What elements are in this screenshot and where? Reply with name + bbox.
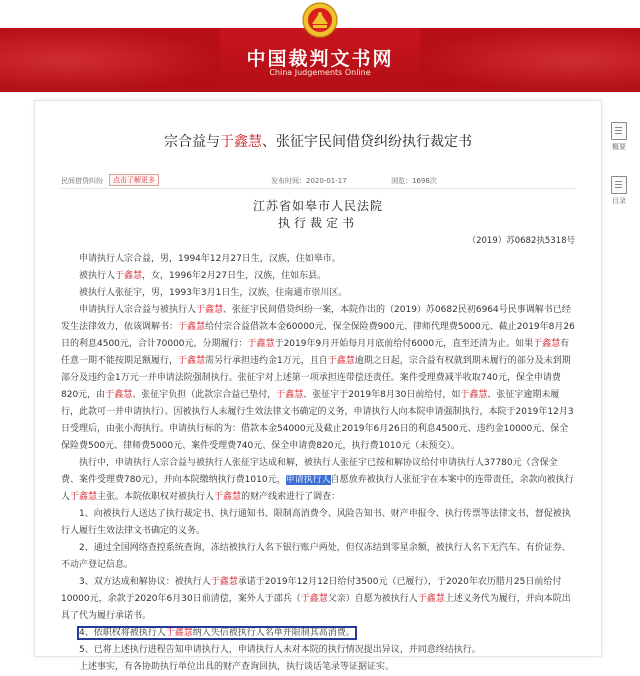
paragraph-text: 被执行人张征宇，男，1993年3月1日生，汉族，住南通市崇川区。 (79, 288, 348, 298)
site-banner (0, 0, 640, 92)
paragraph (61, 506, 575, 540)
publish-date: 发布时间：2020-01-17 (271, 177, 347, 185)
site-title: 中国裁判文书网 (246, 48, 394, 70)
case-number: （2019）苏0682执5318号 (467, 236, 575, 246)
summary-icon (611, 122, 627, 140)
summary-label: 概要 (612, 143, 626, 151)
paragraph-text: 给付宗合益借款本金60000元、保全保险费900元、律师代理费5000元、截止2019年8月26日的利息4500元，合计70000元，分期履行： (61, 322, 575, 349)
party-name-highlight: 于鑫慧 (105, 390, 133, 400)
paragraph (61, 251, 575, 268)
party-name-highlight: 于鑫慧 (417, 594, 445, 604)
title-suffix: 、张征宇民间借贷纠纷执行裁定书 (262, 134, 472, 150)
paragraph-text: 父亲）自愿为被执行人 (327, 594, 418, 604)
party-name-highlight: 于鑫慧 (70, 492, 98, 502)
paragraph-text: 主张。本院依职权对被执行人 (97, 492, 215, 502)
directory-label: 目录 (612, 197, 626, 205)
paragraph-text: 4、依职权将被执行人 (79, 628, 166, 638)
party-name-highlight: 于鑫慧 (115, 271, 143, 281)
paragraph-text: 于2019年9月开始每月月底前给付6000元，直至还清为止。如果 (274, 339, 534, 349)
party-name-highlight: 于鑫慧 (533, 339, 561, 349)
selected-text: 申请执行人 (285, 475, 331, 485)
party-name-highlight: 于鑫慧 (327, 356, 355, 366)
paragraph-text: 被执行人 (79, 271, 116, 281)
party-name-highlight: 于鑫慧 (460, 390, 488, 400)
party-name-highlight: 于鑫慧 (276, 390, 304, 400)
document-type: 执行裁定书 (277, 216, 358, 230)
document-panel (34, 100, 602, 672)
document-title (35, 131, 601, 151)
title-prefix: 宗合益与 (164, 134, 220, 150)
party-name-highlight: 于鑫慧 (165, 628, 193, 638)
party-name-highlight: 于鑫慧 (247, 339, 275, 349)
paragraph (61, 642, 575, 659)
paragraph-text: 3、双方达成和解协议：被执行人 (79, 577, 211, 587)
paragraph-text: 上述事实，有各协助执行单位出具的财产查询回执，执行谈话笔录等证据证实。 (79, 662, 395, 672)
paragraph (61, 455, 575, 506)
paragraph-text: 执行中，申请执行人宗合益与被执行人张征宇达成和解，被执行人张征宇已按和解协议给付申请执行人37780元（含保全费、案件受理费780元），并向本院缴纳执行费1010元， (61, 458, 558, 485)
paragraph-text: 、张征宇逾期未履行，此款可一并申请执行）。因被执行人未履行生效法律文书确定的义务，申请执行人向本院申请强制执行，本院于2019年12月3日受理后，由张小海执行。申请执行标的为：借款本金54000元及截止2019年6月26日的利息4500元、违约金10000元、保全保险费500元、律师费5000元、案件受理费740元、保全申请费820元，执行费1010元（未预交）。 (61, 390, 574, 451)
directory-icon (611, 176, 627, 194)
court-emblem-icon (298, 0, 342, 40)
paragraph-text: 、张征宇民间借贷纠纷一案，本院作出的（2019）苏0682民初6964号民事调解书已经发生法律效力，依该调解书： (61, 305, 571, 332)
learn-more-tag[interactable]: 点击了解更多 (109, 174, 159, 186)
paragraph-text: 需另行承担违约金1万元，且自 (205, 356, 328, 366)
court-name: 江苏省如皋市人民法院 (252, 199, 383, 213)
paragraph-text: 、张征宇于2019年8月30日前给付，如 (303, 390, 461, 400)
paragraph-text: 申请执行人宗合益，男，1994年12月27日生，汉族，住如皋市。 (79, 254, 341, 264)
paragraph-text: 5、已将上述执行进程告知申请执行人，申请执行人未对本院的执行情况提出异议，并同意终结执行。 (79, 645, 481, 655)
paragraph-text: 自愿放弃被执行人张征宇在本案中的连带责任，余款向被执行人 (61, 475, 574, 502)
party-name-highlight: 于鑫慧 (300, 594, 328, 604)
paragraph-text: ，女，1996年2月27日生，汉族，住如东县。 (142, 271, 327, 281)
paragraph-text: 上述义务代为履行，并向本院出具了代为履行承诺书。 (61, 594, 571, 621)
paragraph (61, 302, 575, 455)
paragraph-text: 1、向被执行人送达了执行裁定书、执行通知书、限制高消费令、风险告知书、财产申报令、执行传票等法律文书，督促被执行人履行生效法律文书确定的义务。 (61, 509, 571, 536)
paragraph-text: 、张征宇负担（此款宗合益已垫付， (132, 390, 277, 400)
paragraph (61, 285, 575, 302)
sidebar-summary[interactable] (606, 122, 632, 152)
paragraph-text: 申请执行人宗合益与被执行人 (79, 305, 197, 315)
party-name-highlight: 于鑫慧 (214, 492, 242, 502)
paragraph (61, 625, 575, 642)
site-subtitle: China Judgements Online (269, 68, 371, 77)
paragraph-text: 2、通过全国网络查控系统查询，冻结被执行人名下银行账户两处，但仅冻结到零星余额，被执行人名下无汽车、有价证券、不动产登记信息。 (61, 543, 571, 570)
paragraph (61, 574, 575, 625)
party-name-highlight: 于鑫慧 (210, 577, 238, 587)
sidebar-directory[interactable] (606, 176, 632, 206)
paragraph-text: 有任意一期不能按期足额履行， (61, 339, 570, 366)
paragraph-text: 承诺于2019年12月12日给付3500元（已履行），于2020年农历腊月25日前给付10000元，余款于2020年6月30日前清偿，案外人于邵兵（ (61, 577, 562, 604)
paragraph (61, 540, 575, 574)
party-name-highlight: 于鑫慧 (178, 322, 206, 332)
document-body (61, 251, 575, 676)
view-count: 浏览：1698次 (391, 177, 437, 185)
document-meta-bar (61, 174, 575, 189)
paragraph (61, 268, 575, 285)
paragraph (61, 659, 575, 676)
paragraph-text: 逾期之日起，宗合益有权就到期未履行的部分及未到期部分及违约金1万元一并申请法院强制执行。张征宇对上述第一项承担连带偿还责任。案件受理费减半收取740元，保全申请费820元，由 (61, 356, 571, 400)
title-highlighted-name: 于鑫慧 (220, 134, 262, 150)
paragraph-text: 的财产线索进行了调查： (241, 492, 341, 502)
meta-category[interactable]: 民间借贷纠纷 (61, 177, 103, 185)
highlighted-item-box (79, 628, 355, 638)
party-name-highlight: 于鑫慧 (196, 305, 224, 315)
paragraph-text: 纳入失信被执行人名单并限制其高消费。 (192, 628, 355, 638)
party-name-highlight: 于鑫慧 (178, 356, 206, 366)
